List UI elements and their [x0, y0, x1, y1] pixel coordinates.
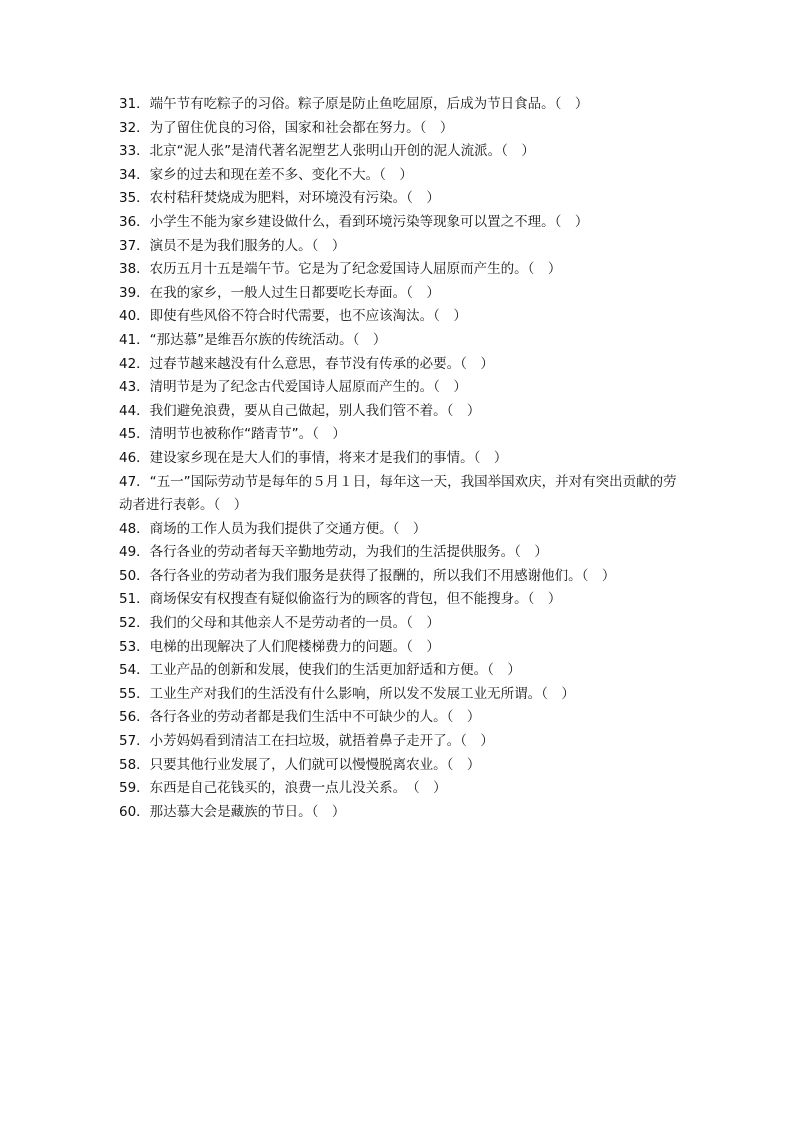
question-item: 40．即使有些风俗不符合时代需要，也不应该淘汰。（ ）	[119, 308, 467, 325]
question-item: 38．农历五月十五是端午节。它是为了纪念爱国诗人屈原而产生的。（ ）	[119, 261, 562, 278]
question-item: 35．农村秸秆焚烧成为肥料，对环境没有污染。（ ）	[119, 190, 440, 207]
question-item: 55．工业生产对我们的生活没有什么影响，所以发不发展工业无所谓。（ ）	[119, 685, 575, 702]
question-item: 56．各行各业的劳动者都是我们生活中不可缺少的人。（ ）	[119, 709, 481, 726]
question-item: 37．演员不是为我们服务的人。（ ）	[119, 237, 346, 254]
question-item: 49．各行各业的劳动者每天辛勤地劳动，为我们的生活提供服务。（ ）	[119, 544, 548, 561]
question-item: 60．那达慕大会是藏族的节日。（ ）	[119, 803, 346, 820]
question-item: 39．在我的家乡，一般人过生日都要吃长寿面。（ ）	[119, 284, 440, 301]
question-item: 42．过春节越来越没有什么意思，春节没有传承的必要。（ ）	[119, 355, 494, 372]
question-item: 36．小学生不能为家乡建设做什么，看到环境污染等现象可以置之不理。（ ）	[119, 213, 589, 230]
question-item: 53．电梯的出现解决了人们爬楼梯费力的问题。（ ）	[119, 638, 440, 655]
question-item: 51．商场保安有权搜查有疑似偷盗行为的顾客的背包，但不能搜身。（ ）	[119, 591, 562, 608]
question-item: 46．建设家乡现在是大人们的事情，将来才是我们的事情。（ ）	[119, 449, 508, 466]
question-item: 41．“那达慕”是维吾尔族的传统活动。（ ）	[119, 331, 387, 348]
question-item: 47．“五一”国际劳动节是每年的５月１日，每年这一天，我国举国欢庆，并对有突出贡献的劳动者进行表彰。（ ）	[119, 473, 677, 514]
question-item: 32．为了留住优良的习俗，国家和社会都在努力。（ ）	[119, 119, 454, 136]
question-item: 43．清明节是为了纪念古代爱国诗人屈原而产生的。（ ）	[119, 379, 467, 396]
question-item: 44．我们避免浪费，要从自己做起，别人我们管不着。（ ）	[119, 402, 481, 419]
question-item: 33．北京“泥人张”是清代著名泥塑艺人张明山开创的泥人流派。（ ）	[119, 143, 535, 160]
question-item: 58．只要其他行业发展了，人们就可以慢慢脱离农业。（ ）	[119, 756, 481, 773]
question-item: 54．工业产品的创新和发展，使我们的生活更加舒适和方便。（ ）	[119, 662, 521, 679]
question-item: 52．我们的父母和其他亲人不是劳动者的一员。（ ）	[119, 615, 440, 632]
question-item: 45．清明节也被称作“踏青节”。（ ）	[119, 426, 346, 443]
question-item: 50．各行各业的劳动者为我们服务是获得了报酬的，所以我们不用感谢他们。（ ）	[119, 567, 616, 584]
question-item: 48．商场的工作人员为我们提供了交通方便。（ ）	[119, 520, 427, 537]
question-item: 31．端午节有吃粽子的习俗。粽子原是防止鱼吃屈原，后成为节日食品。（ ）	[119, 96, 589, 112]
question-item: 34．家乡的过去和现在差不多、变化不大。（ ）	[119, 166, 413, 183]
question-item: 57．小芳妈妈看到清洁工在扫垃圾，就捂着鼻子走开了。（ ）	[119, 733, 494, 750]
true-false-question-list	[119, 93, 689, 824]
question-item: 59．东西是自己花钱买的，浪费一点儿没关系。 （ ）	[119, 780, 447, 797]
